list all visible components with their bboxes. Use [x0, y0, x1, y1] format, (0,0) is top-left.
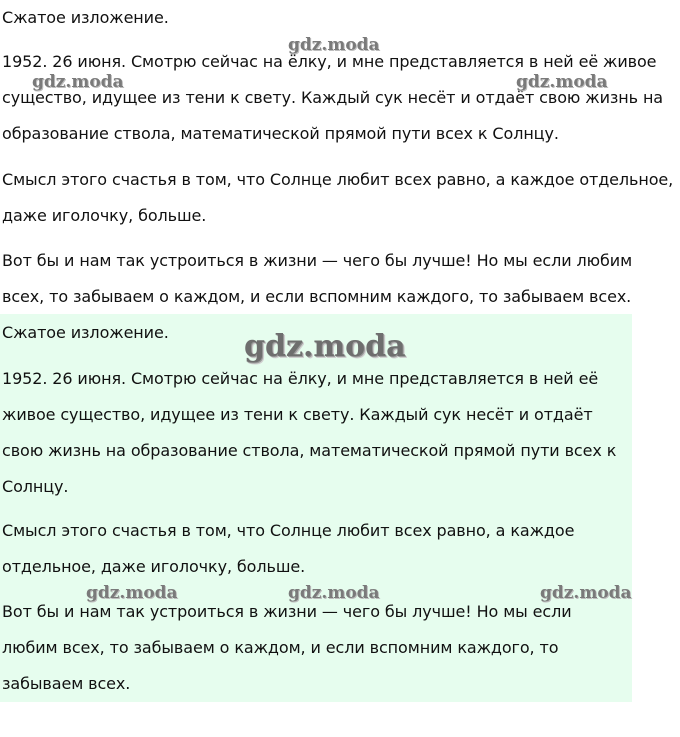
answer-text-section	[0, 314, 632, 702]
section-heading: Сжатое изложение.	[2, 323, 169, 342]
watermark-logo: gdz.moda	[540, 583, 632, 603]
watermark-logo: gdz.moda	[516, 72, 608, 92]
paragraph-diary-entry: 1952. 26 июня. Смотрю сейчас на ёлку, и мне представляется в ней её живое существо, идущее из тени к свету. Каждый сук несёт и отдаёт свою жизнь на образование ствола, математической прямой пути всех к Солнцу.	[2, 52, 664, 143]
section-heading: Сжатое изложение.	[2, 8, 169, 27]
paragraph-happiness: Смысл этого счастья в том, что Солнце любит всех равно, а каждое отдельное, даже иголочку, больше.	[2, 170, 674, 225]
paragraph-happiness: Смысл этого счастья в том, что Солнце любит всех равно, а каждое отдельное, даже иголочку, больше.	[2, 521, 575, 576]
paragraph-life: Вот бы и нам так устроиться в жизни — чего бы лучше! Но мы если любим всех, то забываем о каждом, и если вспомним каждого, то забываем всех.	[2, 602, 572, 693]
paragraph-life: Вот бы и нам так устроиться в жизни — чего бы лучше! Но мы если любим всех, то забываем о каждом, и если вспомним каждого, то забываем всех.	[2, 251, 633, 306]
watermark-logo: gdz.moda	[244, 329, 406, 364]
watermark-logo: gdz.moda	[288, 35, 380, 55]
paragraph-diary-entry: 1952. 26 июня. Смотрю сейчас на ёлку, и мне представляется в ней её живое существо, идущее из тени к свету. Каждый сук несёт и отдаёт свою жизнь на образование ствола, математической прямой пути всех к Солнцу.	[2, 369, 617, 496]
watermark-logo: gdz.moda	[86, 583, 178, 603]
watermark-logo: gdz.moda	[32, 72, 124, 92]
watermark-logo: gdz.moda	[288, 583, 380, 603]
